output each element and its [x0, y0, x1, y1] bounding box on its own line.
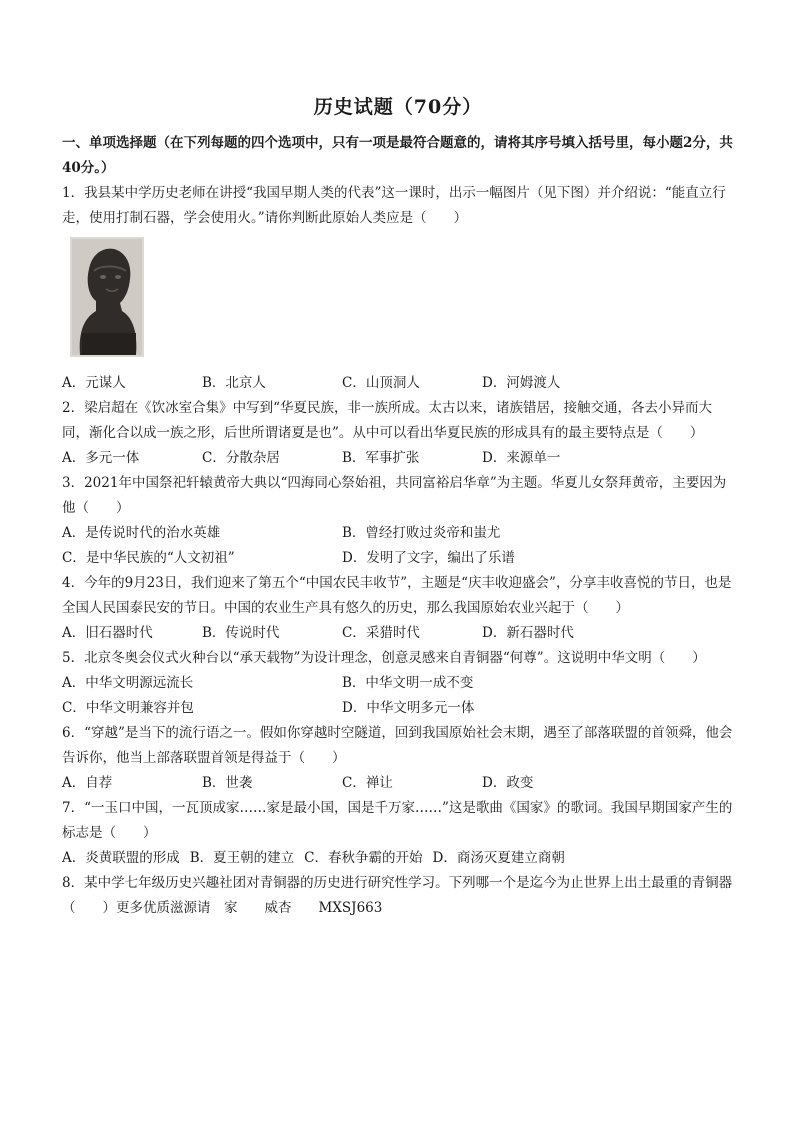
option-a[interactable]: A．炎黄联盟的形成 [62, 850, 180, 866]
question-7-options [62, 846, 734, 871]
section-heading: 一、单项选择题（在下列每题的四个选项中，只有一项是最符合题意的，请将其序号填入括号里，每小题2分，共40分。） [62, 135, 733, 176]
option-d[interactable]: D．新石器时代 [482, 625, 574, 641]
option-c[interactable]: C．分散杂居 [202, 450, 280, 466]
question-4-options [62, 621, 734, 646]
question-6: 6．“穿越”是当下的流行语之一。假如你穿越时空隧道，回到我国原始社会末期，遇至了部落联盟的首领舜，他会告诉你，他当上部落联盟首领是得益于（ ） [62, 725, 733, 766]
exam-page [62, 92, 734, 921]
option-a[interactable]: A．元谋人 [62, 375, 126, 391]
question-4: 4．今年的9月23日，我们迎来了第五个“中国农民丰收节”，主题是“庆丰收迎盛会”，分享丰收喜悦的节日，也是全国人民国泰民安的节日。中国的农业生产具有悠久的历史，那么我国原始农业兴起于（ ） [62, 575, 732, 616]
question-3: 3．2021年中国祭祀轩辕黄帝大典以“四海同心祭始祖，共同富裕启华章”为主题。华夏儿女祭拜黄帝，主要因为他（ ） [62, 475, 727, 516]
option-b[interactable]: B．中华文明一成不变 [342, 675, 474, 691]
page-title: 历史试题（70分） [313, 96, 483, 118]
option-c[interactable]: C．中华文明兼容并包 [62, 700, 194, 716]
question-3-options [62, 521, 734, 571]
option-b[interactable]: B．传说时代 [202, 625, 280, 641]
option-a[interactable]: A．自荐 [62, 775, 113, 791]
question-5: 5．北京冬奥会仪式火种台以“承天载物”为设计理念，创意灵感来自青铜器“何尊”。这说明中华文明（ ） [62, 650, 706, 666]
option-d[interactable]: D．发明了文字，编出了乐谱 [342, 550, 515, 566]
option-a[interactable]: A．中华文明源远流长 [62, 675, 194, 691]
question-7: 7．“一玉口中国，一瓦顶成家……家是最小国，国是千万家……”这是歌曲《国家》的歌词。我国早期国家产生的标志是（ ） [62, 800, 733, 841]
question-2-options [62, 446, 734, 471]
option-c[interactable]: C．是中华民族的“人文初祖” [62, 550, 235, 566]
question-2: 2．梁启超在《饮冰室合集》中写到“华夏民族，非一族所成。太古以来，诸族错居，接触交通，各去小异而大同，渐化合以成一族之形，后世所谓诸夏是也”。从中可以看出华夏民族的形成具有的最主要特点是（ ） [62, 400, 712, 441]
option-b[interactable]: B．世袭 [202, 775, 253, 791]
option-b[interactable]: B．夏王朝的建立 [189, 850, 295, 866]
question-1-options [62, 371, 734, 396]
option-d[interactable]: D．商汤灭夏建立商朝 [432, 850, 565, 866]
option-d[interactable]: D．政变 [482, 775, 534, 791]
question-6-options [62, 771, 734, 796]
option-c[interactable]: C．禅让 [342, 775, 393, 791]
option-a[interactable]: A．多元一体 [62, 450, 140, 466]
option-c[interactable]: C．春秋争霸的开始 [304, 850, 423, 866]
question-1: 1．我县某中学历史老师在讲授“我国早期人类的代表”这一课时，出示一幅图片（见下图）并介绍说：“能直立行走，使用打制石器，学会使用火。”请你判断此原始人类应是（ ） [62, 185, 726, 226]
option-b[interactable]: B．北京人 [202, 375, 266, 391]
early-human-bust-image [70, 237, 144, 357]
option-c[interactable]: C．山顶洞人 [342, 375, 420, 391]
question-5-options [62, 671, 734, 721]
option-b[interactable]: B．军事扩张 [342, 450, 420, 466]
option-d[interactable]: D．中华文明多元一体 [342, 700, 475, 716]
option-d[interactable]: D．来源单一 [482, 450, 561, 466]
option-c[interactable]: C．采猎时代 [342, 625, 420, 641]
option-a[interactable]: A．是传说时代的治水英雄 [62, 525, 221, 541]
option-a[interactable]: A．旧石器时代 [62, 625, 153, 641]
option-d[interactable]: D．河姆渡人 [482, 375, 561, 391]
option-b[interactable]: B．曾经打败过炎帝和蚩尤 [342, 525, 501, 541]
question-8: 8．某中学七年级历史兴趣社团对青铜器的历史进行研究性学习。下列哪一个是迄今为止世界上出土最重的青铜器（ ）更多优质滋源请 家 威杏 MXSJ663 [62, 875, 733, 916]
